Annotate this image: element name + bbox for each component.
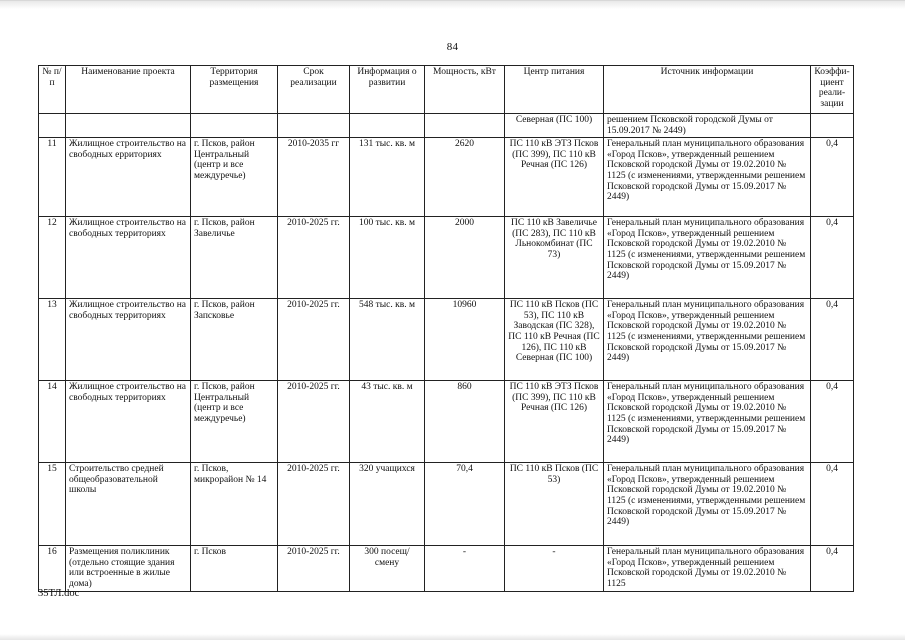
cell-project: Размещения поликлиник (отдельно стоящие здания или встроенные в жилые дома) xyxy=(66,546,191,592)
cell-period: 2010-2025 гг. xyxy=(278,546,350,592)
header-source: Источник информации xyxy=(604,66,811,114)
cell-source: Генеральный план муниципального образования «Город Псков», утвержденный решением Псковской городской Думы от 19.02.2010 № 1125 (с изменениями, утвержденными решением Псковской городской Думы от 15.09.2017 № 2449) xyxy=(604,381,811,463)
table-row xyxy=(39,138,854,217)
cell-num: 15 xyxy=(39,463,66,546)
cell-power: 860 xyxy=(425,381,505,463)
cell-coef: 0,4 xyxy=(811,299,854,381)
table-row xyxy=(39,299,854,381)
cell-source: Генеральный план муниципального образования «Город Псков», утвержденный решением Псковской городской Думы от 19.02.2010 № 1125 xyxy=(604,546,811,592)
cell-source: Генеральный план муниципального образования «Город Псков», утвержденный решением Псковской городской Думы от 19.02.2010 № 1125 (с изменениями, утвержденными решением Псковской городской Думы от 15.09.2017 № 2449) xyxy=(604,217,811,299)
header-coef: Коэффи-циент реали-зации xyxy=(811,66,854,114)
cell-power-center: Северная (ПС 100) xyxy=(505,114,604,138)
table-row xyxy=(39,217,854,299)
cell-info: 548 тыс. кв. м xyxy=(350,299,425,381)
table-header-row xyxy=(39,66,854,114)
cell-territory: г. Псков, район Центральный (центр и все междуречье) xyxy=(191,381,278,463)
cell-territory: г. Псков, район Центральный (центр и все междуречье) xyxy=(191,138,278,217)
cell-source: Генеральный план муниципального образования «Город Псков», утвержденный решением Псковской городской Думы от 19.02.2010 № 1125 (с изменениями, утвержденными решением Псковской городской Думы от 15.09.2017 № 2449) xyxy=(604,463,811,546)
cell-source: Генеральный план муниципального образования «Город Псков», утвержденный решением Псковской городской Думы от 19.02.2010 № 1125 (с изменениями, утвержденными решением Псковской городской Думы от 15.09.2017 № 2449) xyxy=(604,299,811,381)
cell-power-center: ПС 110 кВ Завеличье (ПС 283), ПС 110 кВ Льнокомбинат (ПС 73) xyxy=(505,217,604,299)
header-power-center: Центр питания xyxy=(505,66,604,114)
cell-coef: 0,4 xyxy=(811,381,854,463)
cell-project: Жилищное строительство на свободных территориях xyxy=(66,299,191,381)
cell-period: 2010-2035 гг xyxy=(278,138,350,217)
cell-power: 2620 xyxy=(425,138,505,217)
cell-project: Жилищное строительство на свободных территориях xyxy=(66,217,191,299)
cell-power-center: ПС 110 кВ Псков (ПС 53), ПС 110 кВ Заводская (ПС 328), ПС 110 кВ Речная (ПС 126), ПС 110 кВ Северная (ПС 100) xyxy=(505,299,604,381)
cell-power: 10960 xyxy=(425,299,505,381)
header-period: Срок реализации xyxy=(278,66,350,114)
cell-project: Жилищное строительство на свободных территориях xyxy=(66,381,191,463)
header-power: Мощность, кВт xyxy=(425,66,505,114)
cell-territory: г. Псков, район Завеличье xyxy=(191,217,278,299)
cell-coef: 0,4 xyxy=(811,138,854,217)
cell-power: 70,4 xyxy=(425,463,505,546)
cell-info: 43 тыс. кв. м xyxy=(350,381,425,463)
cell-territory: г. Псков, микрорайон № 14 xyxy=(191,463,278,546)
cell-coef: 0,4 xyxy=(811,217,854,299)
cell-period: 2010-2025 гг. xyxy=(278,299,350,381)
cell-power: - xyxy=(425,546,505,592)
cell-power-center: ПС 110 кВ ЭТЗ Псков (ПС 399), ПС 110 кВ Речная (ПС 126) xyxy=(505,381,604,463)
cell-info: 320 учащихся xyxy=(350,463,425,546)
cell-num: 16 xyxy=(39,546,66,592)
cell-num: 14 xyxy=(39,381,66,463)
table-row xyxy=(39,463,854,546)
cell-power: 2000 xyxy=(425,217,505,299)
cell-territory: г. Псков xyxy=(191,546,278,592)
cell-num: 13 xyxy=(39,299,66,381)
cell-coef: 0,4 xyxy=(811,546,854,592)
cell-info: 100 тыс. кв. м xyxy=(350,217,425,299)
cell-info: 300 посещ/смену xyxy=(350,546,425,592)
page-bottom-edge xyxy=(0,634,905,640)
header-num: № п/п xyxy=(39,66,66,114)
header-info: Информация о развитии xyxy=(350,66,425,114)
cell-period: 2010-2025 гг. xyxy=(278,463,350,546)
cell-period: 2010-2025 гг. xyxy=(278,381,350,463)
cell-coef: 0,4 xyxy=(811,463,854,546)
table-row xyxy=(39,381,854,463)
table-row xyxy=(39,546,854,592)
header-project: Наименование проекта xyxy=(66,66,191,114)
cell-source: Генеральный план муниципального образования «Город Псков», утвержденный решением Псковской городской Думы от 19.02.2010 № 1125 (с изменениями, утвержденными решением Псковской городской Думы от 15.09.2017 № 2449) xyxy=(604,138,811,217)
cell-period: 2010-2025 гг. xyxy=(278,217,350,299)
cell-territory: г. Псков, район Запсковье xyxy=(191,299,278,381)
cell-power-center: ПС 110 кВ ЭТЗ Псков (ПС 399), ПС 110 кВ Речная (ПС 126) xyxy=(505,138,604,217)
page-number: 84 xyxy=(446,41,459,53)
page-top-edge xyxy=(0,0,905,9)
projects-table xyxy=(38,65,854,592)
cell-num: 12 xyxy=(39,217,66,299)
cell-source: решением Псковской городской Думы от 15.09.2017 № 2449) xyxy=(604,114,811,138)
table-row-continuation xyxy=(39,114,854,138)
cell-num: 11 xyxy=(39,138,66,217)
cell-project: Строительство средней общеобразовательной школы xyxy=(66,463,191,546)
cell-power-center: - xyxy=(505,546,604,592)
cell-project: Жилищное строительство на свободных ерриториях xyxy=(66,138,191,217)
cell-power-center: ПС 110 кВ Псков (ПС 53) xyxy=(505,463,604,546)
header-territory: Территория размещения xyxy=(191,66,278,114)
file-name-footer: 35ТЛ.doc xyxy=(38,588,80,599)
cell-info: 131 тыс. кв. м xyxy=(350,138,425,217)
